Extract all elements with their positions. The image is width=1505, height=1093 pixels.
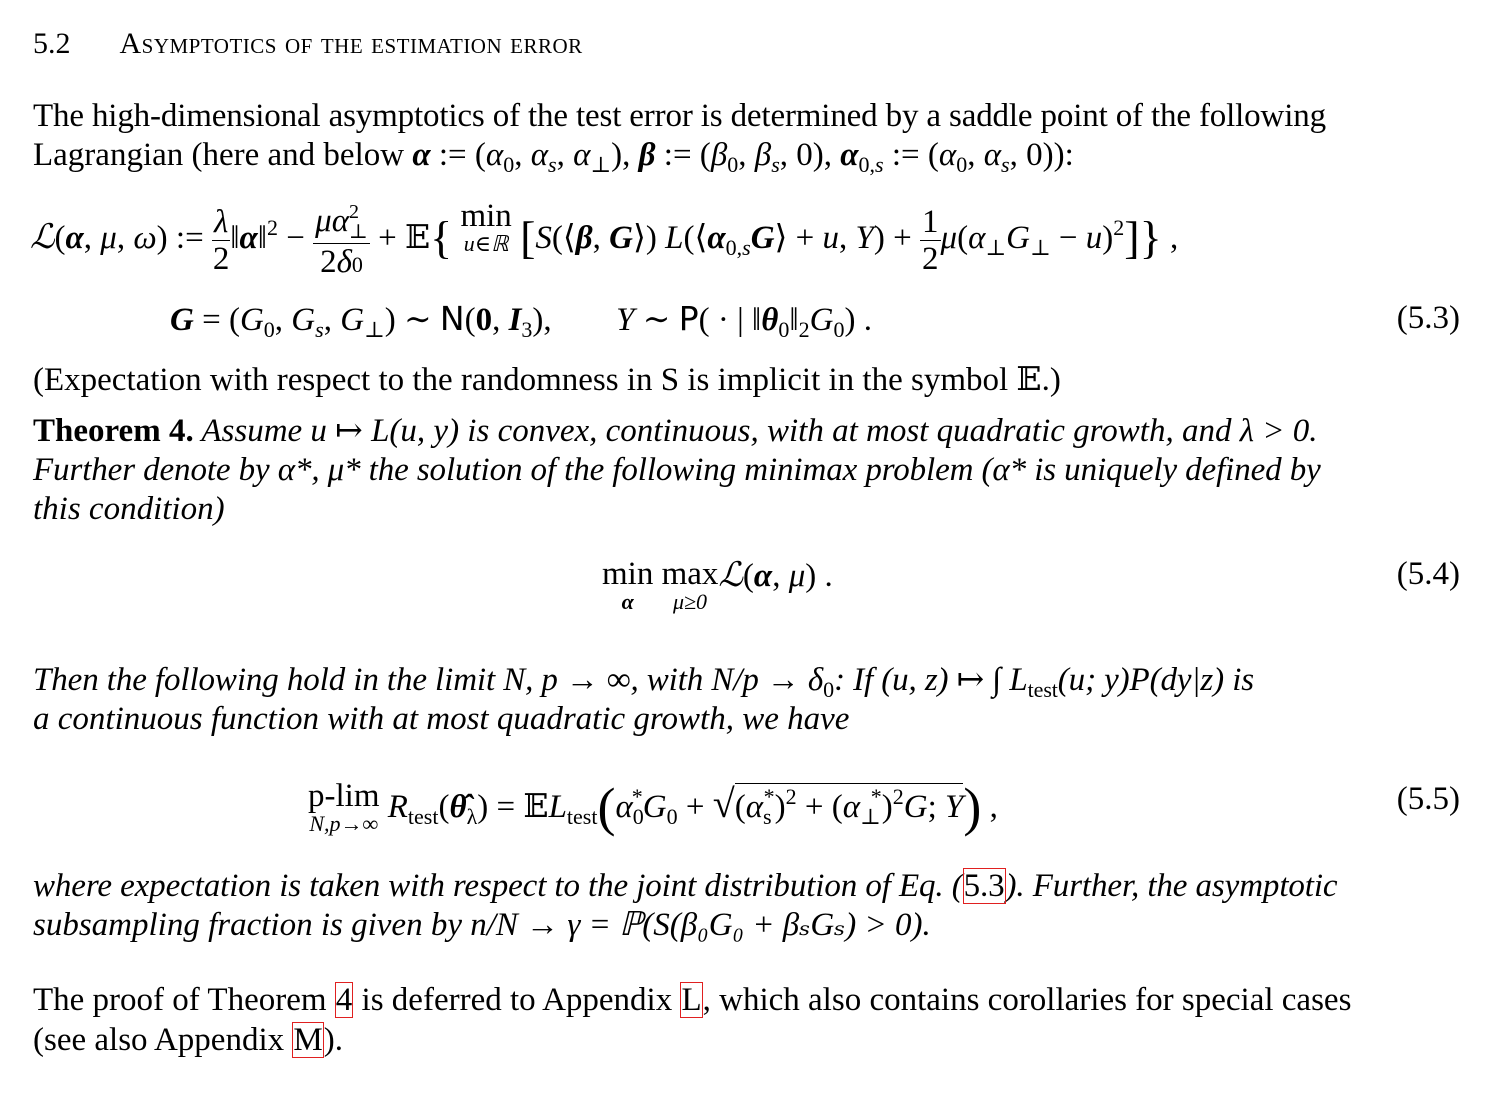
equation-5-4: min α max μ≥0 ℒ(α, μ) . [602,555,833,614]
intro-line-2: Lagrangian (here and below α := ($\alpha_0$, $\alpha_s$, $\alpha_\perp$), β := ($\beta_0$, $\beta_s$, 0), $\alpha_{0,s}$ := ($\alpha_0$, $\alpha_s$, 0)): [33,137,1074,177]
appendix-m-link[interactable]: M [293,1022,323,1058]
where-line-2: subsampling fraction is given by n/N → γ = ℙ(S(β₀G₀ + βₛGₛ) > 0). [33,907,931,943]
theorem-label: Theorem 4. [33,413,194,449]
equation-5-5: p-lim N,p→∞ $R_{test}(\thetâ_\lambda)$ = $𝔼L_{test}(\alpha_0^*G_0 + √(\alpha_s^*)^2 + (\alpha_\perp^*)^2G$; Y) , [308,777,998,837]
eq-5-3-link[interactable]: 5.3 [963,868,1005,904]
theorem-line-1: Theorem 4. Assume u ↦ L(u, y) is convex, continuous, with at most quadratic growth, and λ > 0. [33,413,1318,449]
prob-dist-symbol: P [678,299,699,338]
where-line-1: where expectation is taken with respect to the joint distribution of Eq. (5.3). Further, the asymptotic [33,868,1338,904]
equation-number-5-4: (5.4) [1396,556,1460,592]
proof-line-1: The proof of Theorem 4 is deferred to Appendix L, which also contains corollaries for special cases [33,982,1352,1018]
section-number: 5.2 [33,27,71,60]
normal-dist-symbol: N [439,299,465,338]
then-line-2: a continuous function with at most quadratic growth, we have [33,701,850,737]
equation-5-3-line-2: $G = (G_0$, $G_s$, $G_\perp$) ∼ N(0, $I_3$), Y ∼ P( · | $‖\theta_0‖_2G_0$) . [170,299,872,342]
eq53-min-subscript: u∈ℝ [463,231,509,256]
equation-number-5-5: (5.5) [1396,781,1460,817]
proof-line-2: (see also Appendix M). [33,1022,343,1058]
expectation-note: (Expectation with respect to the randomness in S is implicit in the symbol 𝔼.) [33,362,1061,398]
eq54-max-subscript: μ≥0 [672,589,708,614]
intro-line-1: The high-dimensional asymptotics of the test error is determined by a saddle point of the following [33,98,1326,134]
appendix-l-link[interactable]: L [681,982,702,1018]
section-heading [33,29,583,59]
eq54-min-subscript: α [621,589,634,614]
equation-5-3-line-1: ℒ(α, μ, ω) := $\frac{\lambda}{2}$ ‖α‖$^2$ − $\frac{\mu\alpha^2_\perp}{2\delta 0}$ + 𝔼{ min u∈ℝ [S(⟨β, G⟩) $L(⟨\alpha_{0,s}G⟩ + u$, Y) + $\frac{1}{2}$ $\mu(\alpha_\perp G_\perp - u)^2$]} , [30,198,1179,280]
theorem-line-3: this condition) [33,491,225,527]
plim-word: p-lim [308,778,380,814]
theorem-4-link[interactable]: 4 [335,982,353,1018]
section-title: Asymptotics of the estimation error [119,27,583,60]
plim-subscript: N,p→∞ [309,811,379,836]
theorem-line-2: Further denote by α*, μ* the solution of the following minimax problem (α* is uniquely defined by [33,452,1321,488]
then-line-1: Then the following hold in the limit N, p → ∞, with $N/p \to \delta_0$: If (u, z) ↦ ∫ $L_{test}(u$; y)P(dy|z) is [33,662,1255,702]
equation-number-5-3: (5.3) [1396,300,1460,336]
